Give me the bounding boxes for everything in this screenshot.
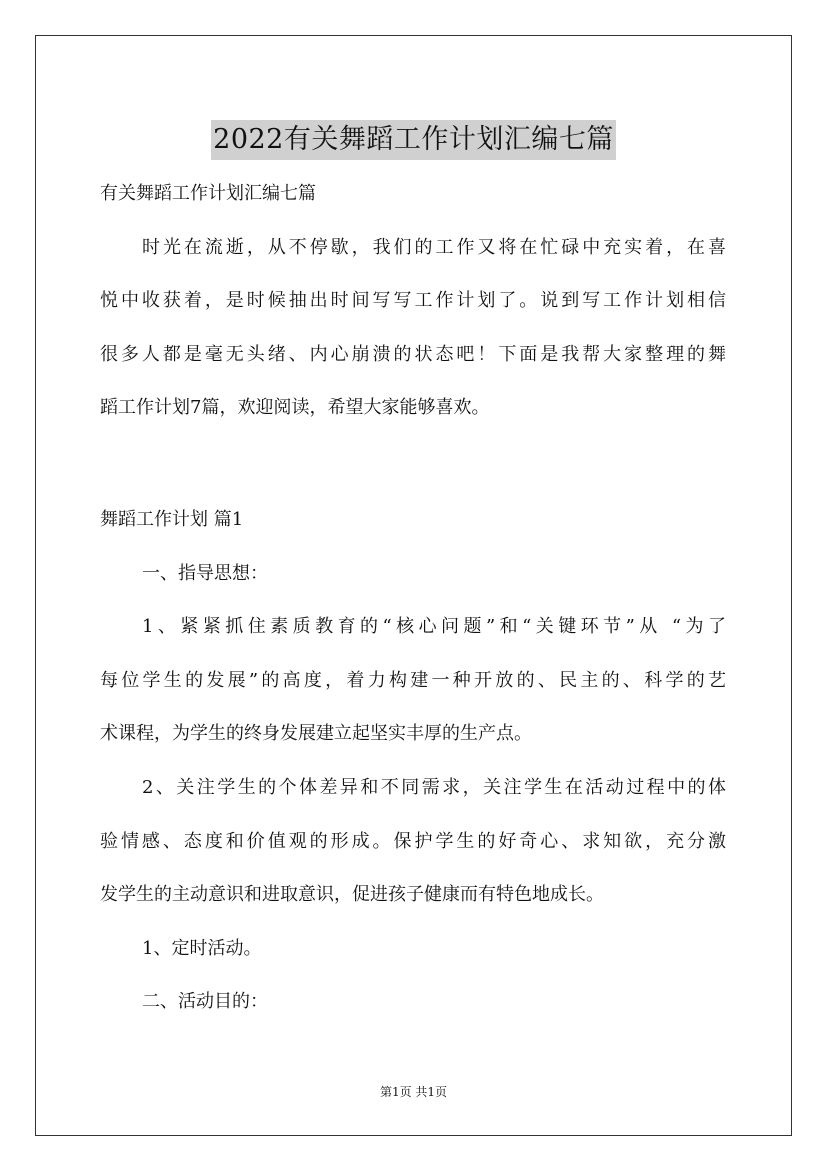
item2-line-3: 发学生的主动意识和进取意识，促进孩子健康而有特色地成长。: [100, 884, 604, 905]
heading-activity-purpose: 二、活动目的：: [142, 991, 268, 1012]
item1-line-2: 每位学生的发展”的高度，着力构建一种开放的、民主的、科学的艺: [100, 670, 726, 691]
document-subtitle: 有关舞蹈工作计划汇编七篇: [100, 183, 316, 204]
intro-line-4: 蹈工作计划7篇，欢迎阅读，希望大家能够喜欢。: [100, 397, 490, 418]
page-footer: 第1页 共1页: [379, 1085, 448, 1099]
item1-line-1: 1、紧紧抓住素质教育的“核心问题”和“关键环节”从 “为了: [142, 616, 726, 637]
document-title: 2022有关舞蹈工作计划汇编七篇: [211, 120, 616, 160]
section-heading: 舞蹈工作计划 篇1: [100, 509, 244, 530]
intro-line-3: 很多人都是毫无头绪、内心崩溃的状态吧！下面是我帮大家整理的舞: [100, 344, 726, 365]
title-container: [0, 102, 827, 178]
item3-text: 1、定时活动。: [142, 938, 262, 959]
item2-line-1: 2、关注学生的个体差异和不同需求，关注学生在活动过程中的体: [142, 777, 726, 798]
intro-line-1: 时光在流逝，从不停歇，我们的工作又将在忙碌中充实着，在喜: [142, 237, 726, 258]
intro-line-2: 悦中收获着，是时候抽出时间写写工作计划了。说到写工作计划相信: [100, 290, 726, 311]
item2-line-2: 验情感、态度和价值观的形成。保护学生的好奇心、求知欲，充分激: [100, 831, 726, 852]
heading-guiding-thought: 一、指导思想：: [142, 563, 268, 584]
item1-line-3: 术课程，为学生的终身发展建立起坚实丰厚的生产点。: [100, 723, 532, 744]
